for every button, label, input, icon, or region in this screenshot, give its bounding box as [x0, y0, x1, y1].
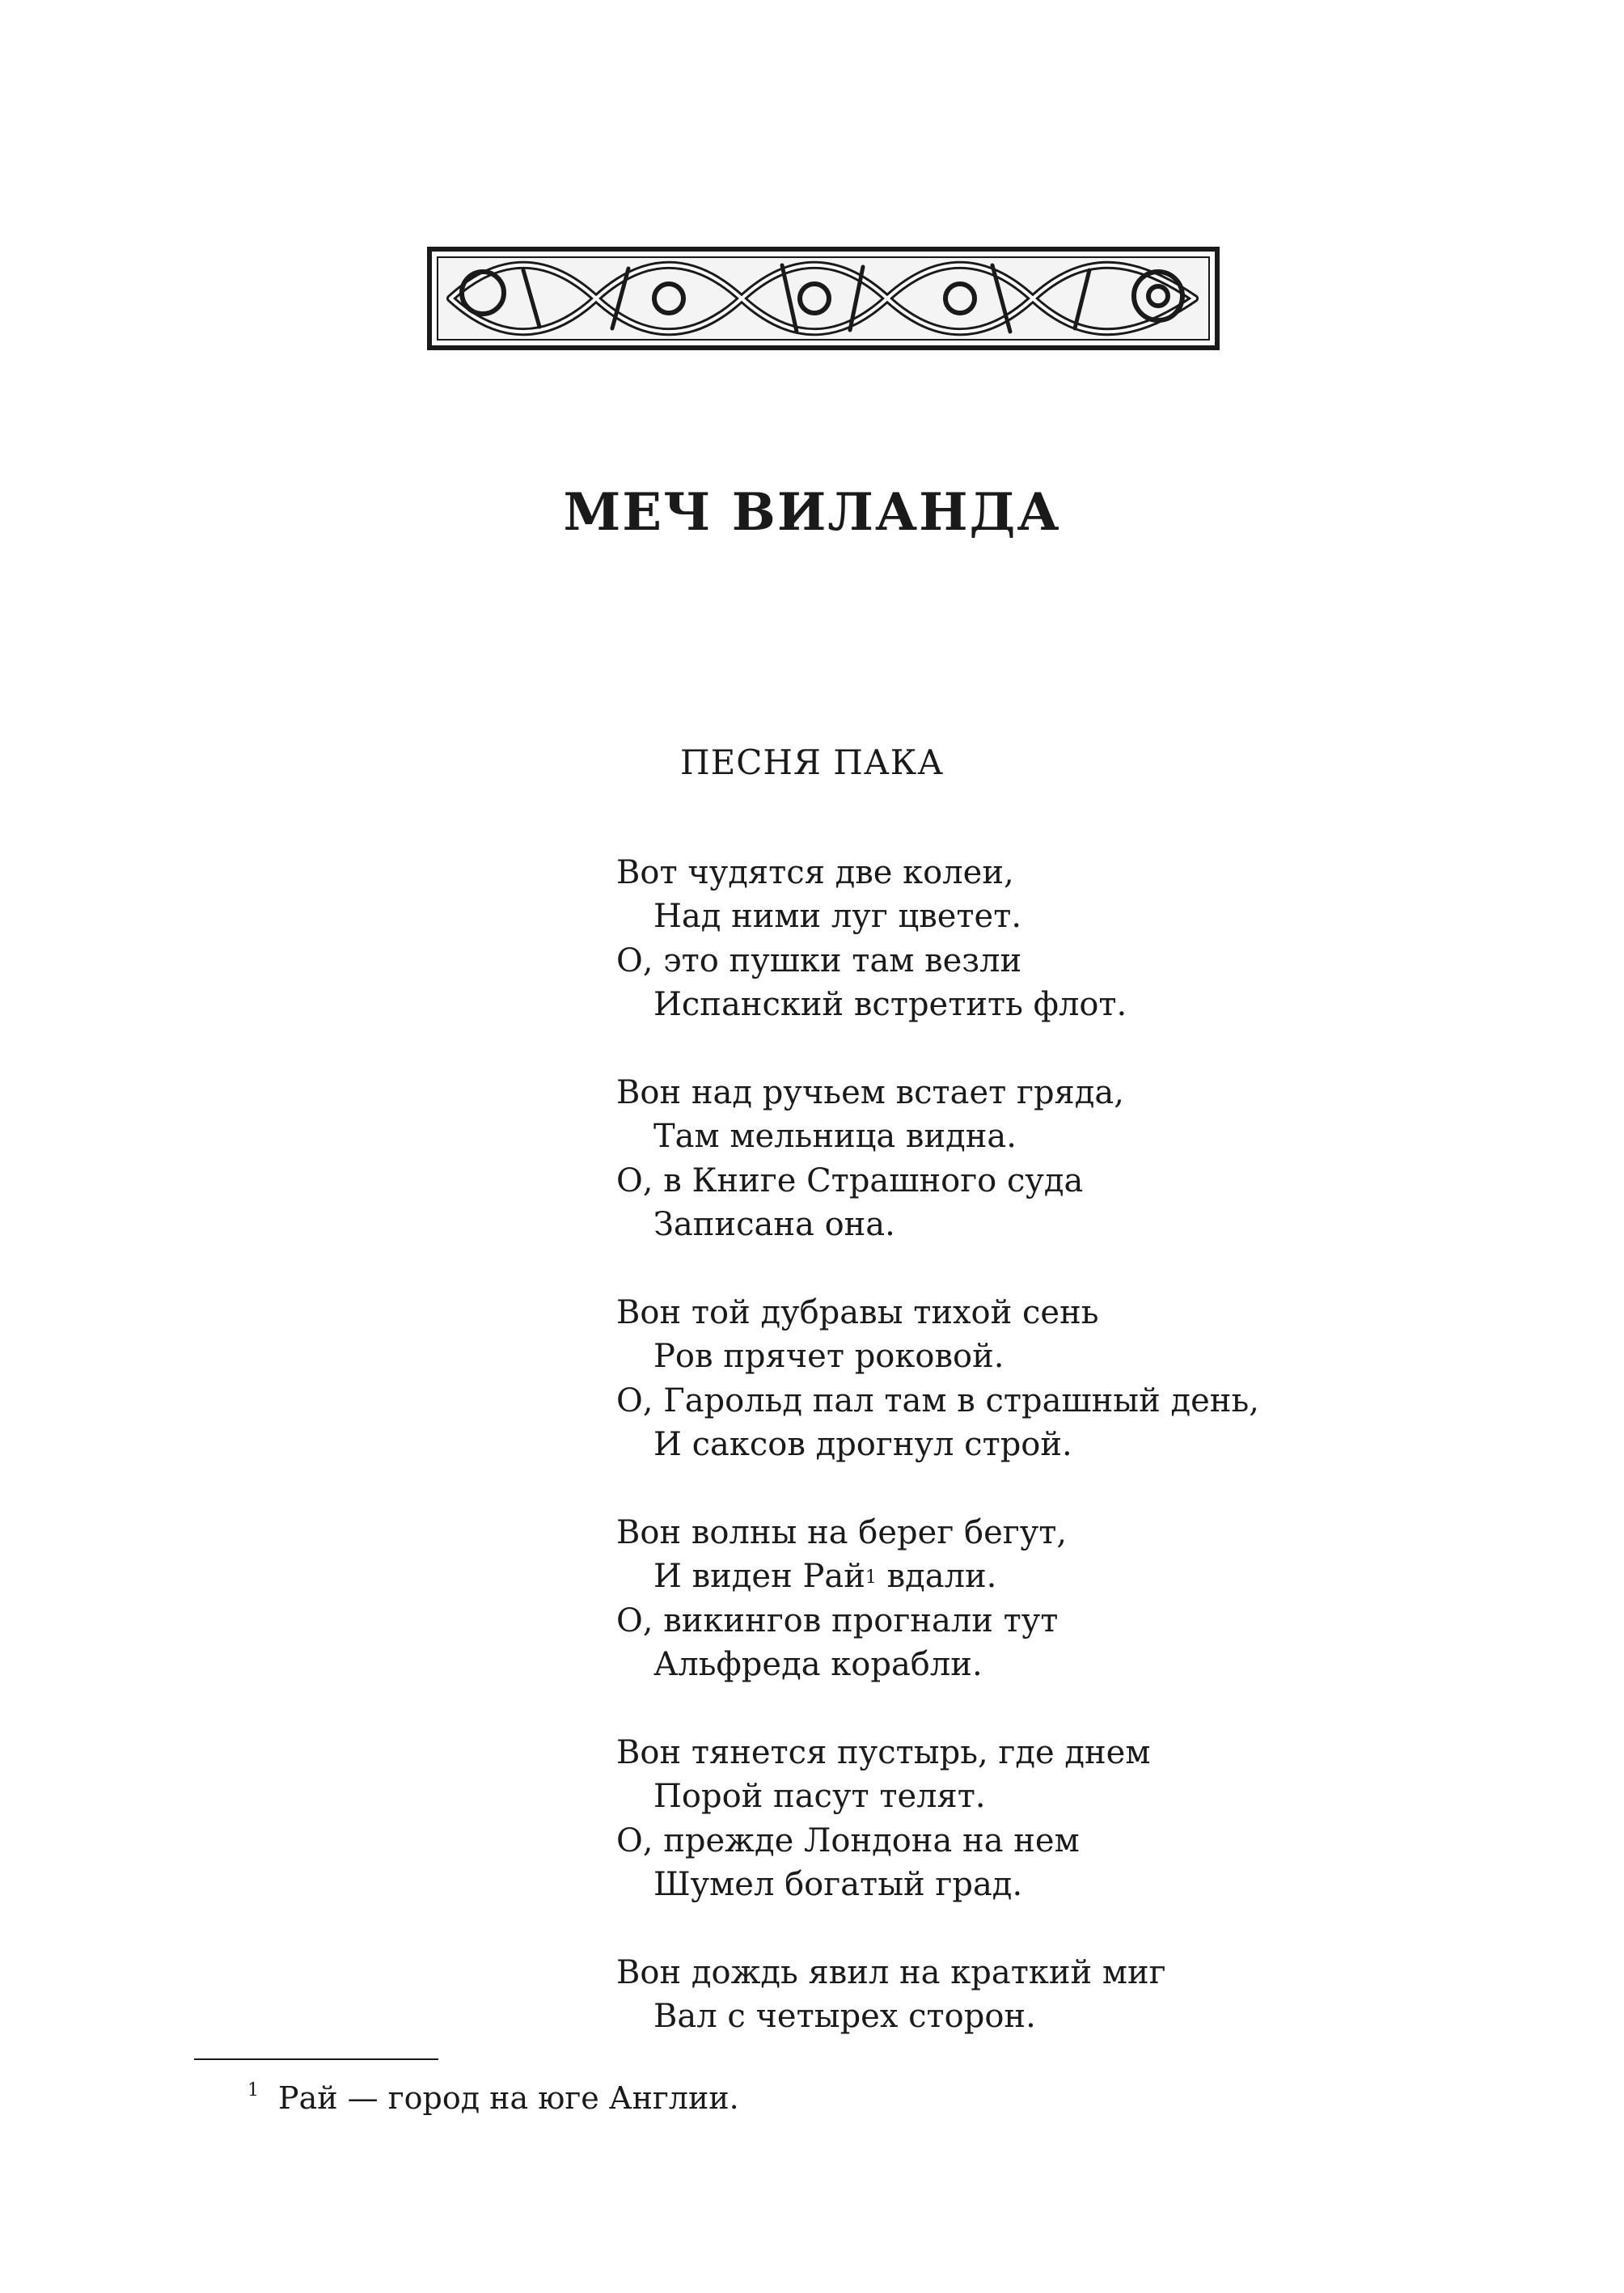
poem-line: Над ними луг цветет. [653, 898, 1022, 936]
poem-line: Вон волны на берег бегут, [616, 1514, 1068, 1552]
poem-line: Ров прячет роковой. [653, 1338, 1004, 1376]
poem-line: О, Гарольд пал там в страшный день, [616, 1381, 1259, 1419]
chapter-title: МЕЧ ВИЛАНДА [563, 482, 1061, 543]
poem-line: Вон той дубравы тихой сень [616, 1294, 1099, 1332]
poem-line: И саксов дрогнул строй. [653, 1426, 1072, 1464]
stanza [616, 1071, 1259, 1247]
footnote-text: Рай — город на юге Англии. [278, 2080, 739, 2116]
poem-line-part: вдали. [876, 1558, 997, 1596]
poem-line: Там мельница видна. [653, 1118, 1017, 1156]
poem-line: Вон тянется пустырь, где днем [616, 1734, 1151, 1772]
poem-line: О, в Книге Страшного суда [616, 1161, 1084, 1199]
poem-line-part: И виден Рай [653, 1558, 865, 1596]
footnote-mark: 1 [247, 2080, 259, 2101]
poem-line: Вон дождь явил на краткий миг [616, 1954, 1166, 1992]
stanza [616, 1951, 1259, 2039]
stanza [616, 851, 1259, 1027]
poem-line: Вон над ручьем встает гряда, [616, 1074, 1124, 1112]
stanza [616, 1291, 1259, 1467]
poem-line: Вал с четырех сторон. [653, 1998, 1036, 2036]
poem-line-with-footnote [616, 1555, 1259, 1598]
poem-line: О, викингов прогнали тут [616, 1601, 1059, 1639]
footnote-reference[interactable]: 1 [865, 1567, 877, 1589]
footnote [247, 2080, 739, 2116]
poem-line: Испанский встретить флот. [653, 986, 1127, 1024]
poem-line: О, это пушки там везли [616, 941, 1022, 979]
poem-line: Шумел богатый град. [653, 1866, 1023, 1904]
celtic-knot-ornament [426, 246, 1220, 351]
stanza [616, 1511, 1259, 1687]
poem-line: Порой пасут телят. [653, 1778, 986, 1816]
poem-line: Вот чудятся две колеи, [616, 854, 1014, 891]
poem-line: Записана она. [653, 1206, 895, 1244]
song-title: ПЕСНЯ ПАКА [679, 742, 945, 782]
poem-line: О, прежде Лондона на нем [616, 1821, 1080, 1859]
poem [616, 851, 1259, 2039]
poem-line: Альфреда корабли. [653, 1646, 983, 1684]
footnote-divider [194, 2058, 438, 2060]
stanza [616, 1731, 1259, 1907]
